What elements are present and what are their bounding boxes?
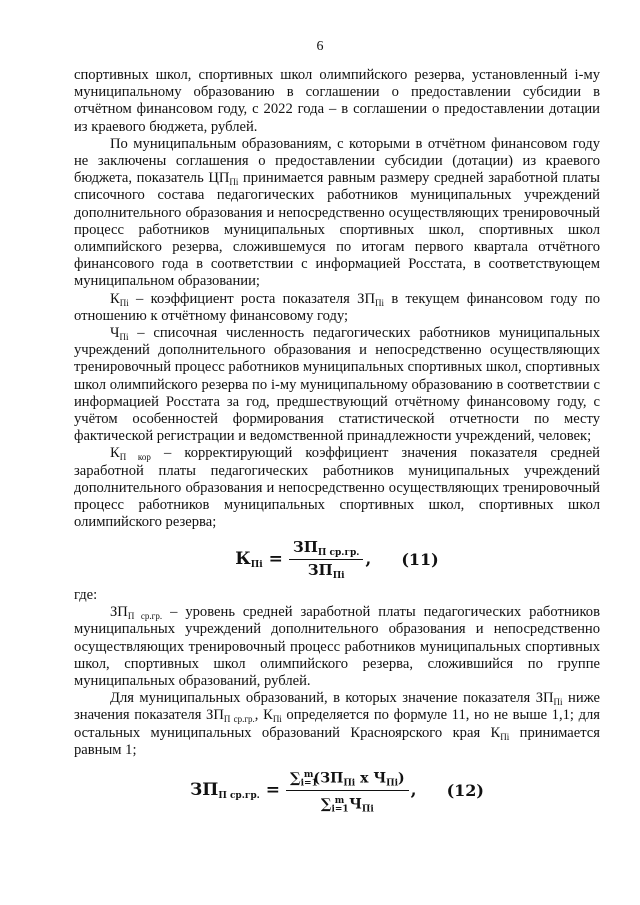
formula-12-fraction bbox=[286, 767, 409, 814]
paragraph-zp-srgr-definition: $ЗП_{П ср.гр.}$ – уровень средней заработной платы педагогических работников муниципальных учреждений дополнительного образования и непосредственно осуществляющих тренировочный процесс работников муниципальных спортивных школ, спортивных школ олимпийского резерва, сложившийся по группе муниципальных образований, рублей. bbox=[74, 604, 600, 689]
paragraph-k-definition: $К_{Пi}$ – коэффициент роста показателя $ЗП_{Пi}$ в текущем финансовом году по отношению к отчётному финансовому году; bbox=[74, 290, 600, 324]
formula-12-denominator: $\sum_{i=1}^m$ $Ч_{Пi}$ bbox=[320, 795, 374, 815]
formula-11 bbox=[74, 538, 600, 581]
formula-12-number: (12) bbox=[446, 780, 484, 800]
document-body bbox=[74, 67, 600, 822]
formula-11-number: (11) bbox=[401, 549, 439, 569]
paragraph-kkor-definition: $К_{П кор}$ – корректирующий коэффициент значения показателя средней заработной платы педагогических работников муниципальных учреждений дополнительного образования и непосредственно осуществляющих тренировочный процесс работников муниципальных спортивных школ, спортивных школ олимпийского резерва; bbox=[74, 445, 600, 531]
formula-11-numerator: $ЗП_{П ср.гр.}$ bbox=[289, 539, 363, 559]
paragraph-ch-definition: $Ч_{Пi}$ – списочная численность педагогических работников муниципальных учреждений дополнительного образования и непосредственно осуществляющих тренировочный процесс работников муниципальных спортивных школ, спортивных школ олимпийского резерва по i-му муниципальному образованию в соответствии с информацией Росстата за год, предшествующий отчётному финансовому году, с учётом особенностей формирования статистической отчетности по месту фактической регистрации и ведомственной принадлежности учреждений, человек; bbox=[74, 325, 600, 445]
formula-11-equals: = bbox=[268, 548, 283, 569]
formula-12-equals: = bbox=[265, 779, 281, 800]
formula-12-lhs: $ЗП_{П ср.гр.}$ bbox=[189, 779, 260, 801]
formula-12-numerator: $\sum_{i=1}^m(ЗП_{Пi}$ x $Ч_{Пi}$) bbox=[286, 767, 409, 791]
page-number: 6 bbox=[316, 39, 324, 54]
formula-12-comma: , bbox=[410, 779, 417, 800]
formula-11-lhs: $К_{Пi}$ bbox=[235, 548, 263, 570]
formula-11-denominator: $ЗП_{Пi}$ bbox=[307, 560, 345, 581]
paragraph-2: По муниципальным образованиям, с которыми в отчётном финансовом году не заключены соглашения о предоставлении субсидии (дотации) из краевого бюджета, показатель $ЦП_{Пi}$ принимается равным размеру средней заработной платы списочного состава педагогических работников муниципальных учреждений дополнительного образования и непосредственно осуществляющих тренировочный процесс работников муниципальных спортивных школ, спортивных школ олимпийского резерва, сложившемуся по итогам первого квартала отчётного финансового года в соответствии с информацией Росстата, в соответствующем муниципальном образовании; bbox=[74, 135, 600, 290]
formula-11-fraction bbox=[289, 538, 363, 581]
paragraph-1: спортивных школ, спортивных школ олимпийского резерва, установленный i-му муниципальному образованию в соглашении о предоставлении субсидии в отчётном финансовом году, с 2022 года – в соглашении о предоставлении дотации из краевого бюджета, рублей. bbox=[74, 67, 600, 135]
formula-11-comma: , bbox=[365, 548, 372, 569]
paragraph-k-rule: Для муниципальных образований, в которых значение показателя $ЗП_{Пi}$ ниже значения показателя $ЗП_{П ср.гр.}$, $К_{Пi}$ определяется по формуле 11, но не выше 1,1; для остальных муниципальных образований Красноярского края $К_{Пi}$ принимается равным 1; bbox=[74, 690, 601, 758]
where-label: где: bbox=[74, 586, 98, 603]
formula-12 bbox=[74, 767, 600, 814]
